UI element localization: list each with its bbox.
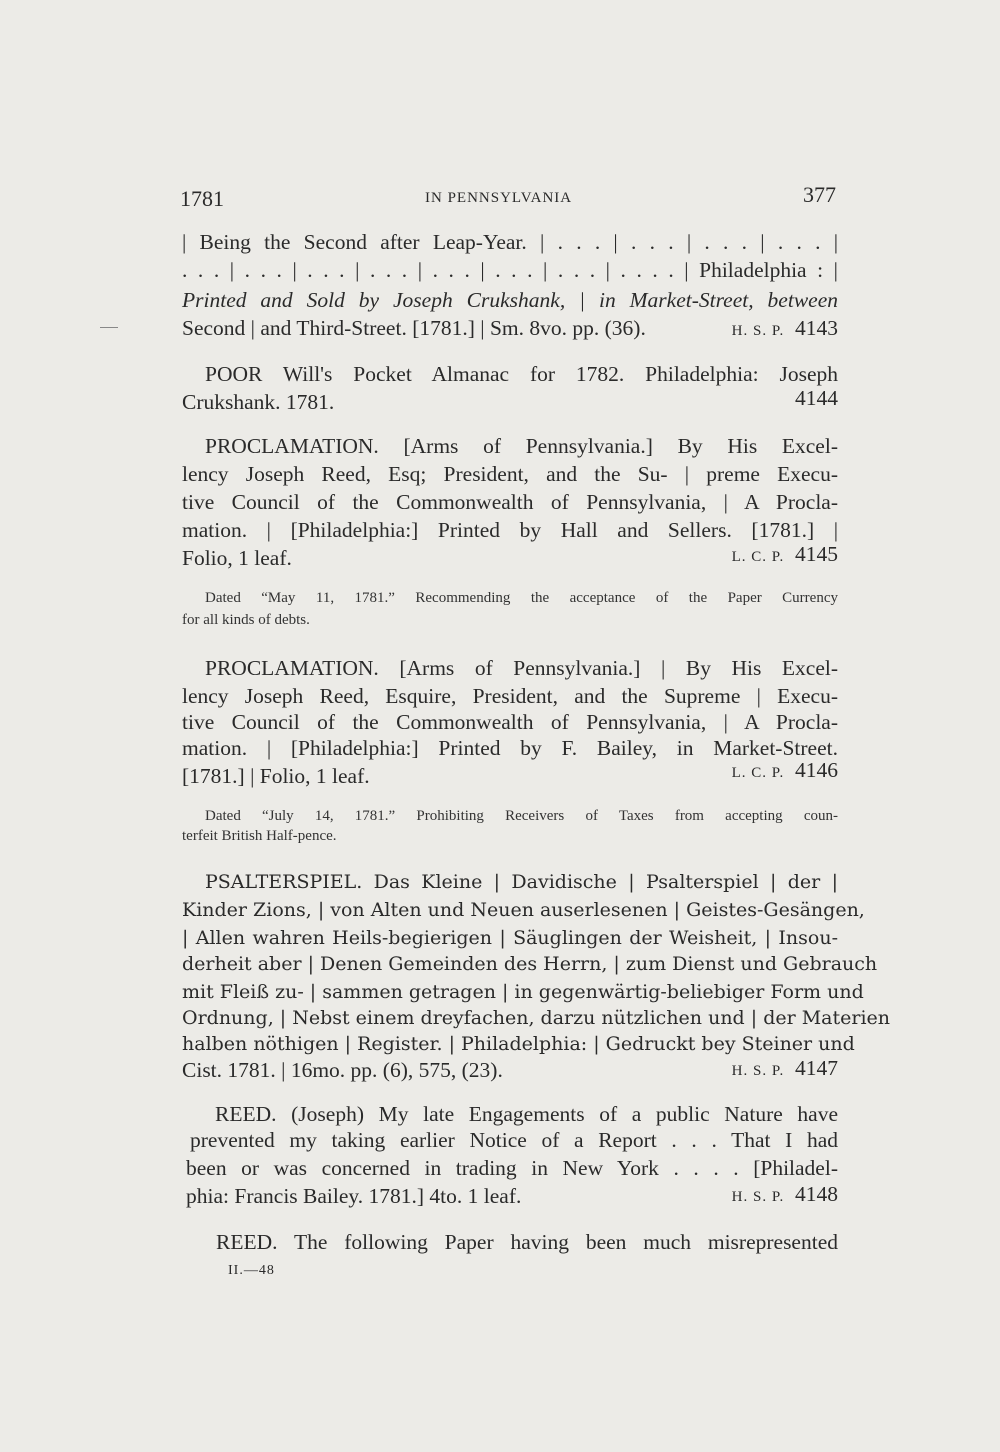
entry-4143-number: 4143 (795, 316, 838, 340)
entry-4146-line-4: mation. | [Philadelphia:] Printed by F. Bailey, in Market-Street. (182, 736, 838, 760)
entry-4143-line-4: Second | and Third-Street. [1781.] | Sm. 8vo. pp. (36). (182, 316, 646, 340)
entry-4146-library: L. C. P. (731, 765, 785, 781)
entry-4147-line-4: derheit aber | Denen Gemeinden des Herrn, | zum Dienst und Gebrauch (182, 953, 878, 975)
entry-4145-line-1: PROCLAMATION. [Arms of Pennsylvania.] By His Excel- (205, 434, 838, 458)
entry-4145-ref (732, 542, 838, 569)
entry-4145-line-4: mation. | [Philadelphia:] Printed by Hall and Sellers. [1781.] | (182, 518, 838, 542)
entry-4143-line-3: Printed and Sold by Joseph Crukshank, | in Market-Street, between (182, 288, 838, 312)
header-year: 1781 (180, 186, 224, 211)
entry-4148-line-4: phia: Francis Bailey. 1781.] 4to. 1 leaf. (186, 1184, 522, 1208)
entry-4146-number: 4146 (795, 758, 838, 782)
entry-4146-line-1: PROCLAMATION. [Arms of Pennsylvania.] | By His Excel- (205, 656, 838, 680)
entry-4143-ref (732, 316, 838, 343)
entry-4144-line-2: Crukshank. 1781. (182, 390, 335, 414)
page-number: 377 (803, 182, 836, 207)
entry-4147-number: 4147 (795, 1056, 838, 1080)
entry-4143-line-1: | Being the Second after Leap-Year. | . . . | . . . | . . . | . . . | (182, 230, 838, 254)
margin-mark (100, 327, 118, 328)
entry-4147-line-6: Ordnung, | Nebst einem dreyfachen, darzu nützlichen und | der Materien (182, 1007, 891, 1029)
entry-4146-note-2: terfeit British Half-pence. (182, 828, 337, 844)
entry-4147-ref (732, 1056, 838, 1083)
entry-4148-line-2: prevented my taking earlier Notice of a Report . . . That I had (190, 1128, 838, 1152)
entry-4147-line-2: Kinder Zions, | von Alten und Neuen auserlesenen | Geistes-Gesängen, (182, 899, 865, 921)
entry-4146-line-5: [1781.] | Folio, 1 leaf. (182, 764, 370, 788)
entry-4147-line-7: halben nöthigen | Register. | Philadelphia: | Gedruckt bey Steiner und (182, 1033, 855, 1055)
entry-4148-line-1: REED. (Joseph) My late Engagements of a public Nature have (215, 1102, 838, 1126)
signature-mark: II.—48 (228, 1263, 275, 1278)
entry-4147-line-8: Cist. 1781. | 16mo. pp. (6), 575, (23). (182, 1058, 503, 1082)
entry-4148-number: 4148 (795, 1182, 838, 1206)
entry-4145-line-5: Folio, 1 leaf. (182, 546, 292, 570)
entry-4148-library: H. S. P. (731, 1189, 785, 1205)
entry-4144-line-1: POOR Will's Pocket Almanac for 1782. Philadelphia: Joseph (205, 362, 838, 386)
entry-4145-line-2: lency Joseph Reed, Esq; President, and the Su- | preme Execu- (182, 462, 838, 486)
entry-4143-library: H. S. P. (731, 323, 785, 339)
entry-4146-line-2: lency Joseph Reed, Esquire, President, and the Supreme | Execu- (182, 684, 838, 708)
entry-4148-ref (732, 1182, 838, 1209)
entry-4147-line-1: PSALTERSPIEL. Das Kleine | Davidische | Psalterspiel | der | (205, 871, 838, 893)
entry-next-line-1: REED. The following Paper having been much misrepresented (216, 1230, 838, 1254)
entry-4143-line-2: . . . | . . . | . . . | . . . | . . . | . . . | . . . | . . . . | Philadelphia : | (182, 258, 838, 282)
entry-4144-number: 4144 (795, 386, 838, 410)
header-title: IN PENNSYLVANIA (425, 190, 573, 206)
entry-4146-note-1: Dated “July 14, 1781.” Prohibiting Receivers of Taxes from accepting coun- (205, 808, 838, 824)
entry-4145-note-1: Dated “May 11, 1781.” Recommending the acceptance of the Paper Currency (205, 590, 838, 606)
entry-4147-library: H. S. P. (731, 1063, 785, 1079)
entry-4146-line-3: tive Council of the Commonwealth of Pennsylvania, | A Procla- (182, 710, 838, 734)
entry-4145-number: 4145 (795, 542, 838, 566)
entry-4147-line-3: | Allen wahren Heils-begierigen | Säuglingen der Weisheit, | Insou- (182, 927, 838, 949)
entry-4148-line-3: been or was concerned in trading in New York . . . . [Philadel- (186, 1156, 838, 1180)
entry-4147-line-5: mit Fleiß zu- | sammen getragen | in gegenwärtig-beliebiger Form und (182, 981, 864, 1003)
entry-4145-library: L. C. P. (731, 549, 785, 565)
entry-4145-line-3: tive Council of the Commonwealth of Pennsylvania, | A Procla- (182, 490, 838, 514)
entry-4145-note-2: for all kinds of debts. (182, 612, 310, 628)
entry-4146-ref (732, 758, 838, 785)
